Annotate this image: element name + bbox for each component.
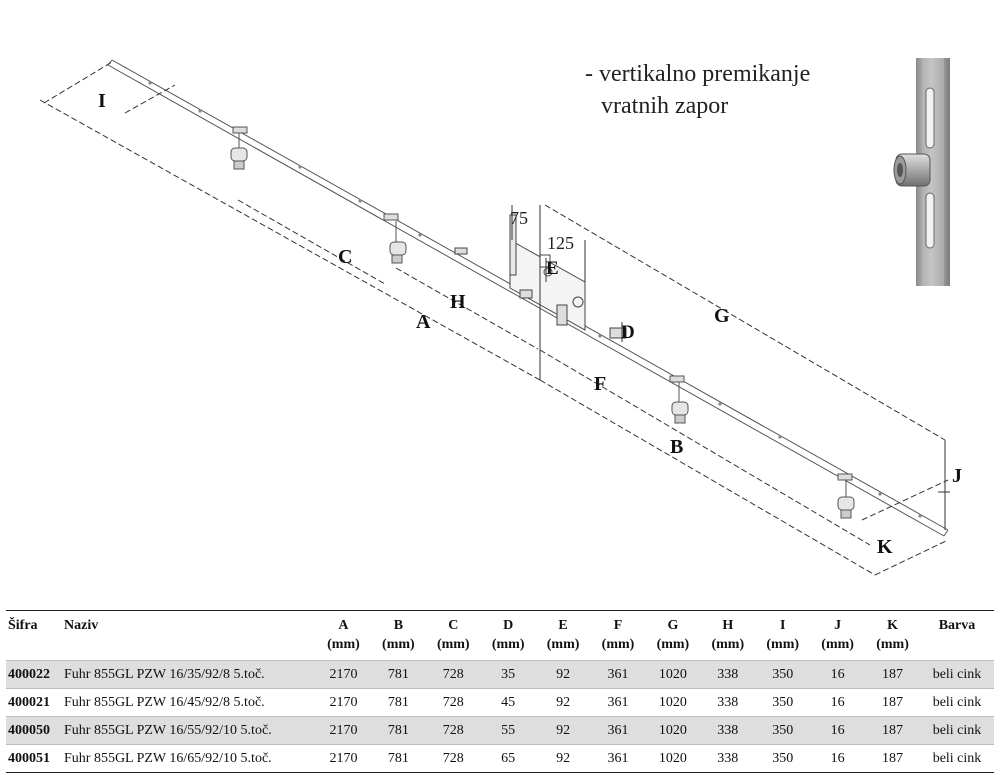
label-h: H	[450, 291, 466, 313]
caption	[585, 58, 810, 122]
cell-c: 728	[426, 661, 481, 689]
cell-c: 728	[426, 717, 481, 745]
label-a: A	[416, 311, 431, 333]
cell-sifra: 400022	[6, 661, 62, 689]
cell-g: 1020	[645, 661, 700, 689]
col-e: E (mm)	[546, 618, 580, 652]
caption-line-1: - vertikalno premikanje	[585, 61, 811, 87]
col-h: H (mm)	[711, 618, 745, 652]
label-e: E	[546, 258, 559, 279]
cell-h: 338	[700, 661, 755, 689]
table-row	[6, 689, 994, 717]
cell-sifra: 400051	[6, 745, 62, 773]
cell-i: 350	[755, 745, 810, 773]
cell-k: 187	[865, 717, 920, 745]
cell-h: 338	[700, 745, 755, 773]
label-f: F	[594, 373, 607, 395]
bar-bottom-edge	[108, 65, 944, 536]
cell-j: 16	[810, 717, 865, 745]
cell-naziv: Fuhr 855GL PZW 16/65/92/10 5.toč.	[62, 745, 316, 773]
cell-f: 361	[591, 745, 646, 773]
caption-line-2: vratnih zapor	[601, 93, 729, 119]
cell-barva: beli cink	[920, 717, 994, 745]
cell-barva: beli cink	[920, 745, 994, 773]
cell-barva: beli cink	[920, 689, 994, 717]
cell-k: 187	[865, 661, 920, 689]
cell-e: 92	[536, 717, 591, 745]
col-i: I (mm)	[766, 618, 800, 652]
cell-j: 16	[810, 661, 865, 689]
cell-h: 338	[700, 717, 755, 745]
col-j: J (mm)	[821, 618, 854, 652]
cell-j: 16	[810, 689, 865, 717]
cell-h: 338	[700, 689, 755, 717]
cell-e: 92	[536, 661, 591, 689]
table-header-row	[6, 611, 994, 661]
label-i: I	[98, 90, 106, 112]
cell-j: 16	[810, 745, 865, 773]
label-k: K	[877, 536, 893, 558]
product-photo	[888, 58, 956, 286]
col-naziv: Naziv	[64, 618, 99, 633]
cell-d: 45	[481, 689, 536, 717]
cell-b: 781	[371, 745, 426, 773]
cell-g: 1020	[645, 745, 700, 773]
label-c: C	[338, 246, 353, 268]
cell-e: 92	[536, 689, 591, 717]
dim-75: 75	[510, 208, 528, 228]
cell-d: 35	[481, 661, 536, 689]
cell-sifra: 400050	[6, 717, 62, 745]
cell-a: 2170	[316, 661, 371, 689]
label-b: B	[670, 436, 684, 458]
cell-c: 728	[426, 745, 481, 773]
cell-i: 350	[755, 689, 810, 717]
cell-f: 361	[591, 717, 646, 745]
cell-naziv: Fuhr 855GL PZW 16/55/92/10 5.toč.	[62, 717, 316, 745]
col-f: F (mm)	[601, 618, 635, 652]
roller-4	[838, 474, 854, 518]
cell-k: 187	[865, 745, 920, 773]
col-c: C (mm)	[436, 618, 470, 652]
cell-barva: beli cink	[920, 661, 994, 689]
col-barva: Barva	[938, 618, 976, 633]
cell-naziv: Fuhr 855GL PZW 16/35/92/8 5.toč.	[62, 661, 316, 689]
cell-k: 187	[865, 689, 920, 717]
table-row	[6, 717, 994, 745]
cell-c: 728	[426, 689, 481, 717]
cell-d: 55	[481, 717, 536, 745]
cell-e: 92	[536, 745, 591, 773]
cell-a: 2170	[316, 717, 371, 745]
label-j: J	[952, 465, 962, 487]
label-g: G	[714, 305, 730, 327]
cell-i: 350	[755, 661, 810, 689]
cell-b: 781	[371, 689, 426, 717]
cell-f: 361	[591, 689, 646, 717]
cell-b: 781	[371, 661, 426, 689]
spec-table	[6, 610, 994, 773]
col-b: B (mm)	[382, 618, 415, 652]
cell-b: 781	[371, 717, 426, 745]
cell-g: 1020	[645, 689, 700, 717]
cell-f: 361	[591, 661, 646, 689]
dim-125: 125	[547, 233, 574, 253]
roller-2	[384, 214, 406, 263]
label-d: D	[621, 322, 635, 343]
cell-sifra: 400021	[6, 689, 62, 717]
col-d: D (mm)	[491, 618, 525, 652]
cell-g: 1020	[645, 717, 700, 745]
col-sifra: Šifra	[8, 618, 38, 633]
cell-d: 65	[481, 745, 536, 773]
cell-a: 2170	[316, 689, 371, 717]
col-g: G (mm)	[656, 618, 690, 652]
table-row	[6, 661, 994, 689]
cell-i: 350	[755, 717, 810, 745]
table-row	[6, 745, 994, 773]
roller-1	[231, 127, 247, 169]
col-k: K (mm)	[876, 618, 909, 652]
col-a: A (mm)	[327, 618, 360, 652]
cell-a: 2170	[316, 745, 371, 773]
cell-naziv: Fuhr 855GL PZW 16/45/92/8 5.toč.	[62, 689, 316, 717]
